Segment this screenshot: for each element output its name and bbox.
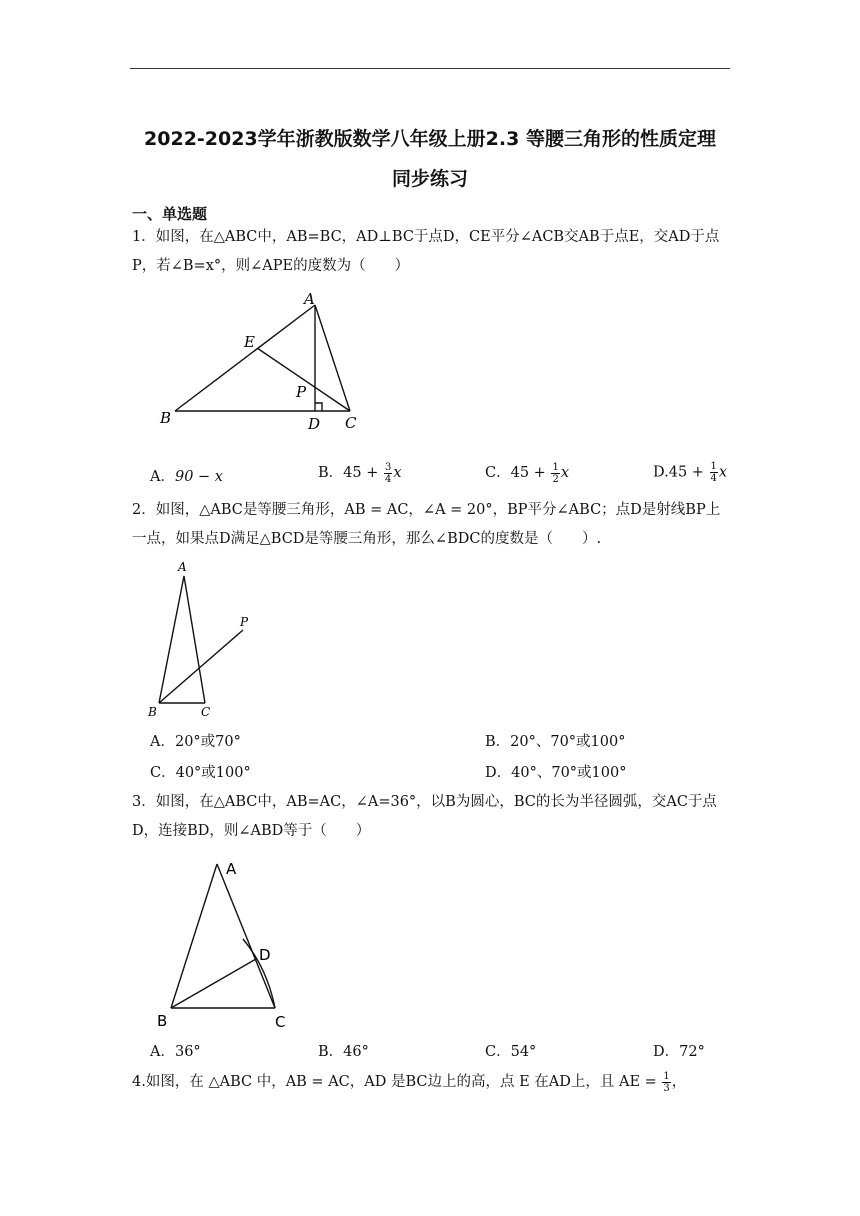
question-1-figure xyxy=(150,290,380,440)
fraction: $\frac{1}{3}$ xyxy=(663,1070,670,1094)
fraction: $\frac{3}{4}$ xyxy=(384,461,392,485)
label-P: P xyxy=(296,383,307,401)
question-4-text: 4.如图，在 △ABC 中，AB = AC，AD 是BC边上的高，点 E 在AD上，且 AE = $\frac{1}{3}$ ， xyxy=(132,1070,687,1094)
label-C: C xyxy=(275,1013,286,1031)
question-2-option-b[interactable]: B．20°、70°或100° xyxy=(485,734,626,750)
label-C: C xyxy=(345,414,357,432)
fraction: $\frac{1}{4}$ xyxy=(710,461,717,484)
label-A: A xyxy=(304,290,315,308)
question-2-figure xyxy=(145,558,265,718)
question-1-option-b[interactable]: B．45 + $\frac{3}{4}$ x xyxy=(318,461,402,485)
label-B: B xyxy=(160,409,172,427)
label-B: B xyxy=(157,1012,168,1030)
label-D: D xyxy=(308,415,321,433)
question-2-option-a[interactable]: A．20°或70° xyxy=(150,734,241,750)
label-B: B xyxy=(148,705,157,718)
question-3-option-b[interactable]: B．46° xyxy=(318,1044,369,1060)
question-2-text: 2．如图，△ABC是等腰三角形，AB = AC，∠A = 20°，BP平分∠ABC；点D是射线BP上一点，如果点D满足△BCD是等腰三角形，那么∠BDC的度数是（ ）. xyxy=(132,502,721,547)
question-3-option-a[interactable]: A．36° xyxy=(150,1044,201,1060)
question-1-option-c[interactable]: C．45 + $\frac{1}{2}$ x xyxy=(485,461,569,485)
question-3-option-c[interactable]: C．54° xyxy=(485,1044,537,1060)
question-3-option-d[interactable]: D．72° xyxy=(653,1044,705,1060)
question-3-figure xyxy=(155,856,305,1036)
label-P: P xyxy=(240,615,249,629)
question-1-option-a[interactable]: A．90 − x xyxy=(150,469,223,485)
label-A: A xyxy=(178,560,187,574)
question-2-option-c[interactable]: C．40°或100° xyxy=(150,765,251,781)
label-A: A xyxy=(226,860,237,878)
label-D: D xyxy=(259,946,271,964)
page-subtitle: 同步练习 xyxy=(391,168,468,190)
question-1-option-d[interactable]: D.45 + $\frac{1}{4}$ x xyxy=(653,461,728,484)
page-title: 2022-2023学年浙教版数学八年级上册2.3 等腰三角形的性质定理 xyxy=(144,128,716,150)
question-2-option-d[interactable]: D．40°、70°或100° xyxy=(485,765,627,781)
label-E: E xyxy=(244,333,255,351)
question-1-text: 1．如图，在△ABC中，AB=BC，AD⊥BC于点D，CE平分∠ACB交AB于点E，交AD于点P，若∠B=x°，则∠APE的度数为（ ） xyxy=(132,229,720,274)
question-3-text: 3．如图，在△ABC中，AB=AC，∠A=36°，以B为圆心，BC的长为半径圆弧，交AC于点D，连接BD，则∠ABD等于（ ） xyxy=(132,794,717,839)
header-rule xyxy=(130,68,730,69)
label-C: C xyxy=(201,705,211,718)
section-heading: 一、单选题 xyxy=(132,205,208,223)
fraction: $\frac{1}{2}$ xyxy=(552,461,559,485)
